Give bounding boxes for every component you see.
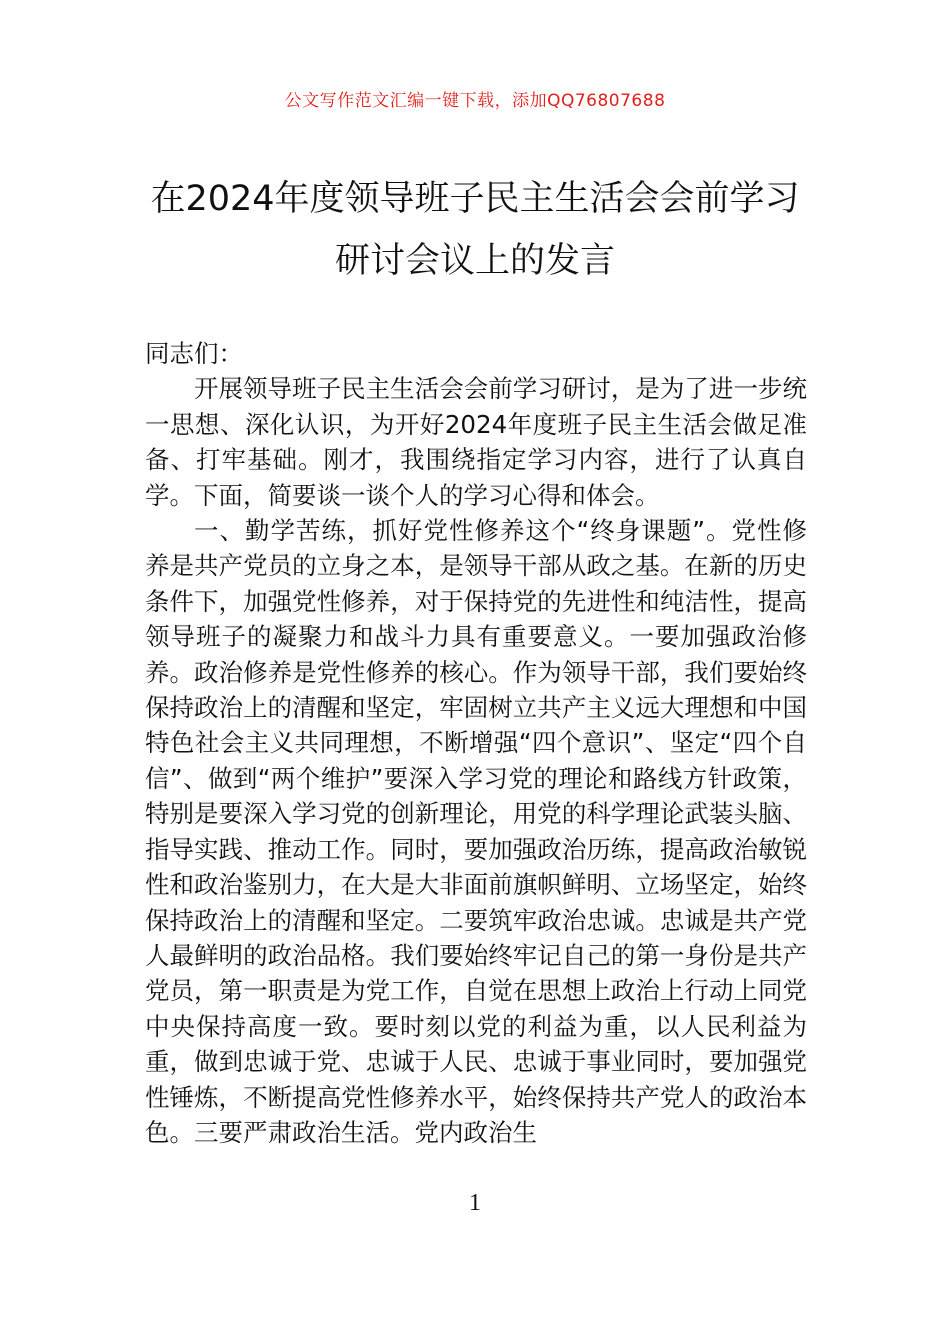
document-title-line-2: 研讨会议上的发言 — [334, 241, 615, 281]
paragraph-section-one: 一、勤学苦练，抓好党性修养这个“终身课题”。党性修养是共产党员的立身之本，是领导干部从政之基。在新的历史条件下，加强党性修养，对于保持党的先进性和纯洁性，提高领导班子的凝聚力和战斗力具有重要意义。一要加强政治修养。政治修养是党性修养的核心。作为领导干部，我们要始终保持政治上的清醒和坚定，牢固树立共产主义远大理想和中国特色社会主义共同理想，不断增强“四个意识”、坚定“四个自信”、做到“两个维护”要深入学习党的理论和路线方针政策，特别是要深入学习党的创新理论，用党的科学理论武装头脑、指导实践、推动工作。同时，要加强政治历练，提高政治敏锐性和政治鉴别力，在大是大非面前旗帜鲜明、立场坚定，始终保持政治上的清醒和坚定。二要筑牢政治忠诚。忠诚是共产党人最鲜明的政治品格。我们要始终牢记自己的第一身份是共产党员，第一职责是为党工作，自觉在思想上政治上行动上同党中央保持高度一致。要时刻以党的利益为重，以人民利益为重，做到忠诚于党、忠诚于人民、忠诚于事业同时，要加强党性锤炼，不断提高党性修养水平，始终保持共产党人的政治本色。三要严肃政治生活。党内政治生 — [145, 516, 807, 1147]
document-body — [145, 336, 807, 1150]
document-title-line-1: 在2024年度领导班子民主生活会会前学习 — [150, 179, 800, 219]
promo-banner: 公文写作范文汇编一键下载，添加QQ76807688 — [284, 91, 666, 111]
page-number: 1 — [469, 1190, 481, 1216]
paragraph-intro: 开展领导班子民主生活会会前学习研讨，是为了进一步统一思想、深化认识，为开好2024年度班子民主生活会做足准备、打牢基础。刚才，我围绕指定学习内容，进行了认真自学。下面，简要谈一谈个人的学习心得和体会。 — [145, 374, 807, 510]
salutation: 同志们： — [145, 339, 243, 368]
document-title — [60, 168, 890, 292]
